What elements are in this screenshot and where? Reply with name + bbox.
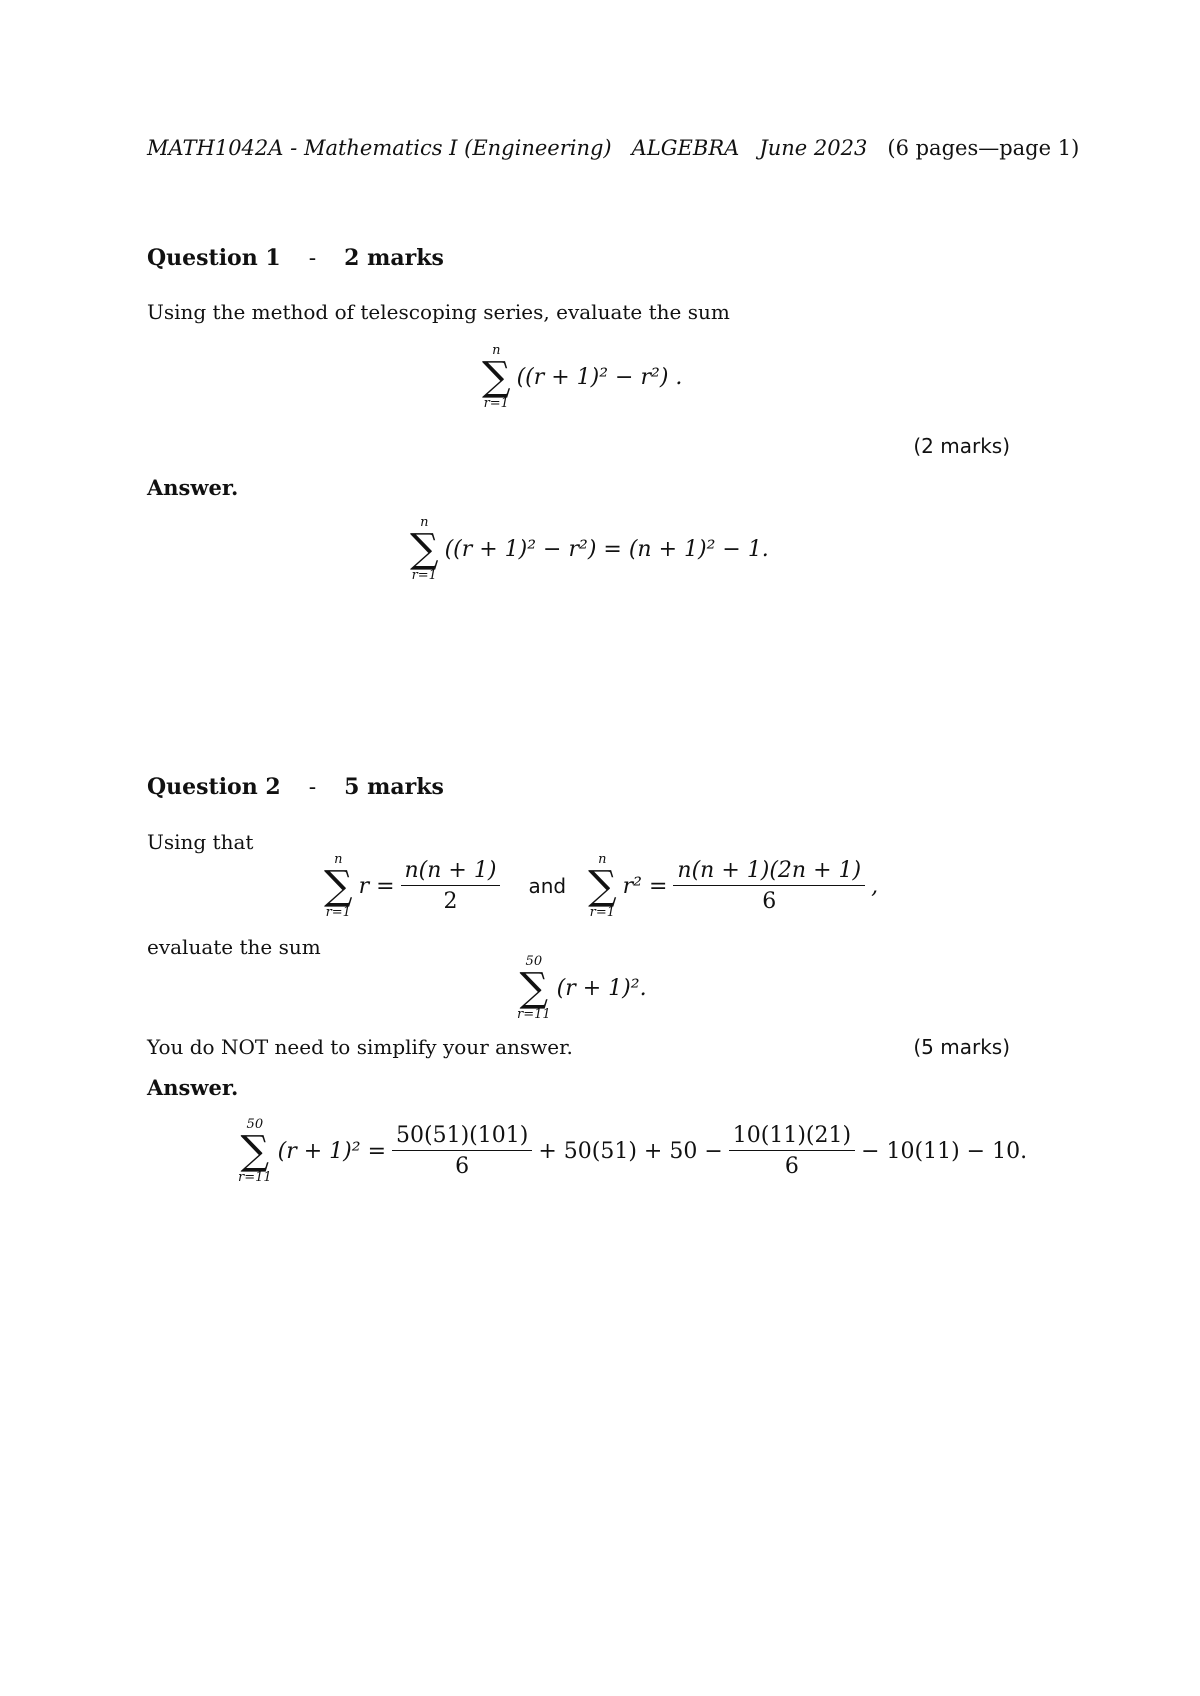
summation-operator (410, 516, 439, 582)
sigma-icon: ∑ (482, 354, 511, 400)
exam-date: June 2023 (759, 136, 868, 160)
question-1-label: Question 1 (147, 245, 281, 271)
summation-operator (238, 1118, 272, 1184)
answer-fraction-1-denominator: 6 (455, 1154, 470, 1179)
question-2-answer (238, 1118, 1027, 1184)
answer-lhs: (r + 1)² = (277, 1138, 387, 1164)
course-title: Mathematics I (Engineering) (303, 136, 612, 160)
question-2-note: You do NOT need to simplify your answer. (147, 1035, 573, 1059)
question-2-answer-label: Answer. (147, 1075, 239, 1100)
formula-1-denominator: 2 (443, 889, 458, 914)
question-1-marks: 2 marks (344, 245, 444, 271)
sigma-icon: ∑ (240, 1128, 270, 1174)
sum-lower-limit: r=1 (411, 568, 437, 583)
summation-operator (588, 853, 617, 919)
answer-expression: ((r + 1)² − r²) = (n + 1)² − 1. (444, 536, 769, 562)
sum-lower-limit: r=1 (483, 396, 509, 411)
question-2-marks-right: (5 marks) (913, 1035, 1010, 1059)
sum-upper-limit: n (492, 343, 501, 358)
question-1-answer (410, 516, 769, 582)
summation-operator (517, 955, 551, 1021)
question-1-answer-label: Answer. (147, 475, 239, 500)
answer-fraction-2-denominator: 6 (784, 1154, 799, 1179)
sum-lower-limit: r=1 (325, 905, 351, 920)
sum-upper-limit: n (598, 852, 607, 867)
sum-expression: (r + 1)². (556, 975, 647, 1001)
question-2-evaluate: evaluate the sum (147, 935, 321, 959)
answer-fraction-2-numerator: 10(11)(21) (729, 1123, 855, 1151)
summation-operator (324, 853, 353, 919)
question-1-prompt: Using the method of telescoping series, evaluate the sum (147, 300, 730, 324)
sum-expression: ((r + 1)² − r²) . (516, 364, 683, 390)
question-1-sum (482, 344, 682, 410)
answer-fraction-1 (392, 1123, 532, 1179)
formula-2-fraction (673, 858, 865, 914)
formula-2-numerator: n(n + 1)(2n + 1) (673, 858, 865, 886)
sum-upper-limit: n (420, 515, 429, 530)
sum-upper-limit: 50 (246, 1117, 264, 1132)
answer-middle: + 50(51) + 50 − (538, 1138, 723, 1164)
formula-1-numerator: n(n + 1) (401, 858, 501, 886)
formula-2-tail: , (871, 873, 879, 899)
summation-operator (482, 344, 511, 410)
page-indicator: (6 pages—page 1) (887, 136, 1080, 160)
sum-lower-limit: r=11 (517, 1007, 551, 1022)
course-code: MATH1042A (147, 136, 284, 160)
answer-tail: − 10(11) − 10. (861, 1138, 1028, 1164)
sigma-icon: ∑ (410, 526, 439, 572)
question-2-marks: 5 marks (344, 774, 444, 800)
sum-lower-limit: r=11 (238, 1170, 272, 1185)
question-2-heading (147, 774, 444, 800)
sigma-icon: ∑ (519, 965, 549, 1011)
page-header (147, 136, 1079, 160)
answer-fraction-1-numerator: 50(51)(101) (392, 1123, 532, 1151)
formula-2-denominator: 6 (762, 889, 777, 914)
question-2-sum (517, 955, 647, 1021)
sigma-icon: ∑ (324, 863, 353, 909)
header-dash: - (290, 136, 298, 160)
sum-upper-limit: 50 (525, 954, 543, 969)
question-2-sep: - (308, 775, 317, 800)
question-2-given-formulas (324, 853, 878, 919)
sum-lower-limit: r=1 (589, 905, 616, 920)
question-1-sep: - (308, 246, 317, 271)
formula-2-lhs: r² = (622, 873, 668, 899)
sigma-icon: ∑ (588, 863, 617, 909)
question-1-marks-right: (2 marks) (913, 434, 1010, 458)
question-1-heading (147, 245, 444, 271)
subject: ALGEBRA (631, 136, 740, 160)
formula-1-fraction (401, 858, 501, 914)
formula-1-lhs: r = (358, 873, 395, 899)
sum-upper-limit: n (334, 852, 343, 867)
question-2-label: Question 2 (147, 774, 281, 800)
answer-fraction-2 (729, 1123, 855, 1179)
and-word: and (528, 874, 567, 898)
question-2-prompt: Using that (147, 830, 254, 854)
